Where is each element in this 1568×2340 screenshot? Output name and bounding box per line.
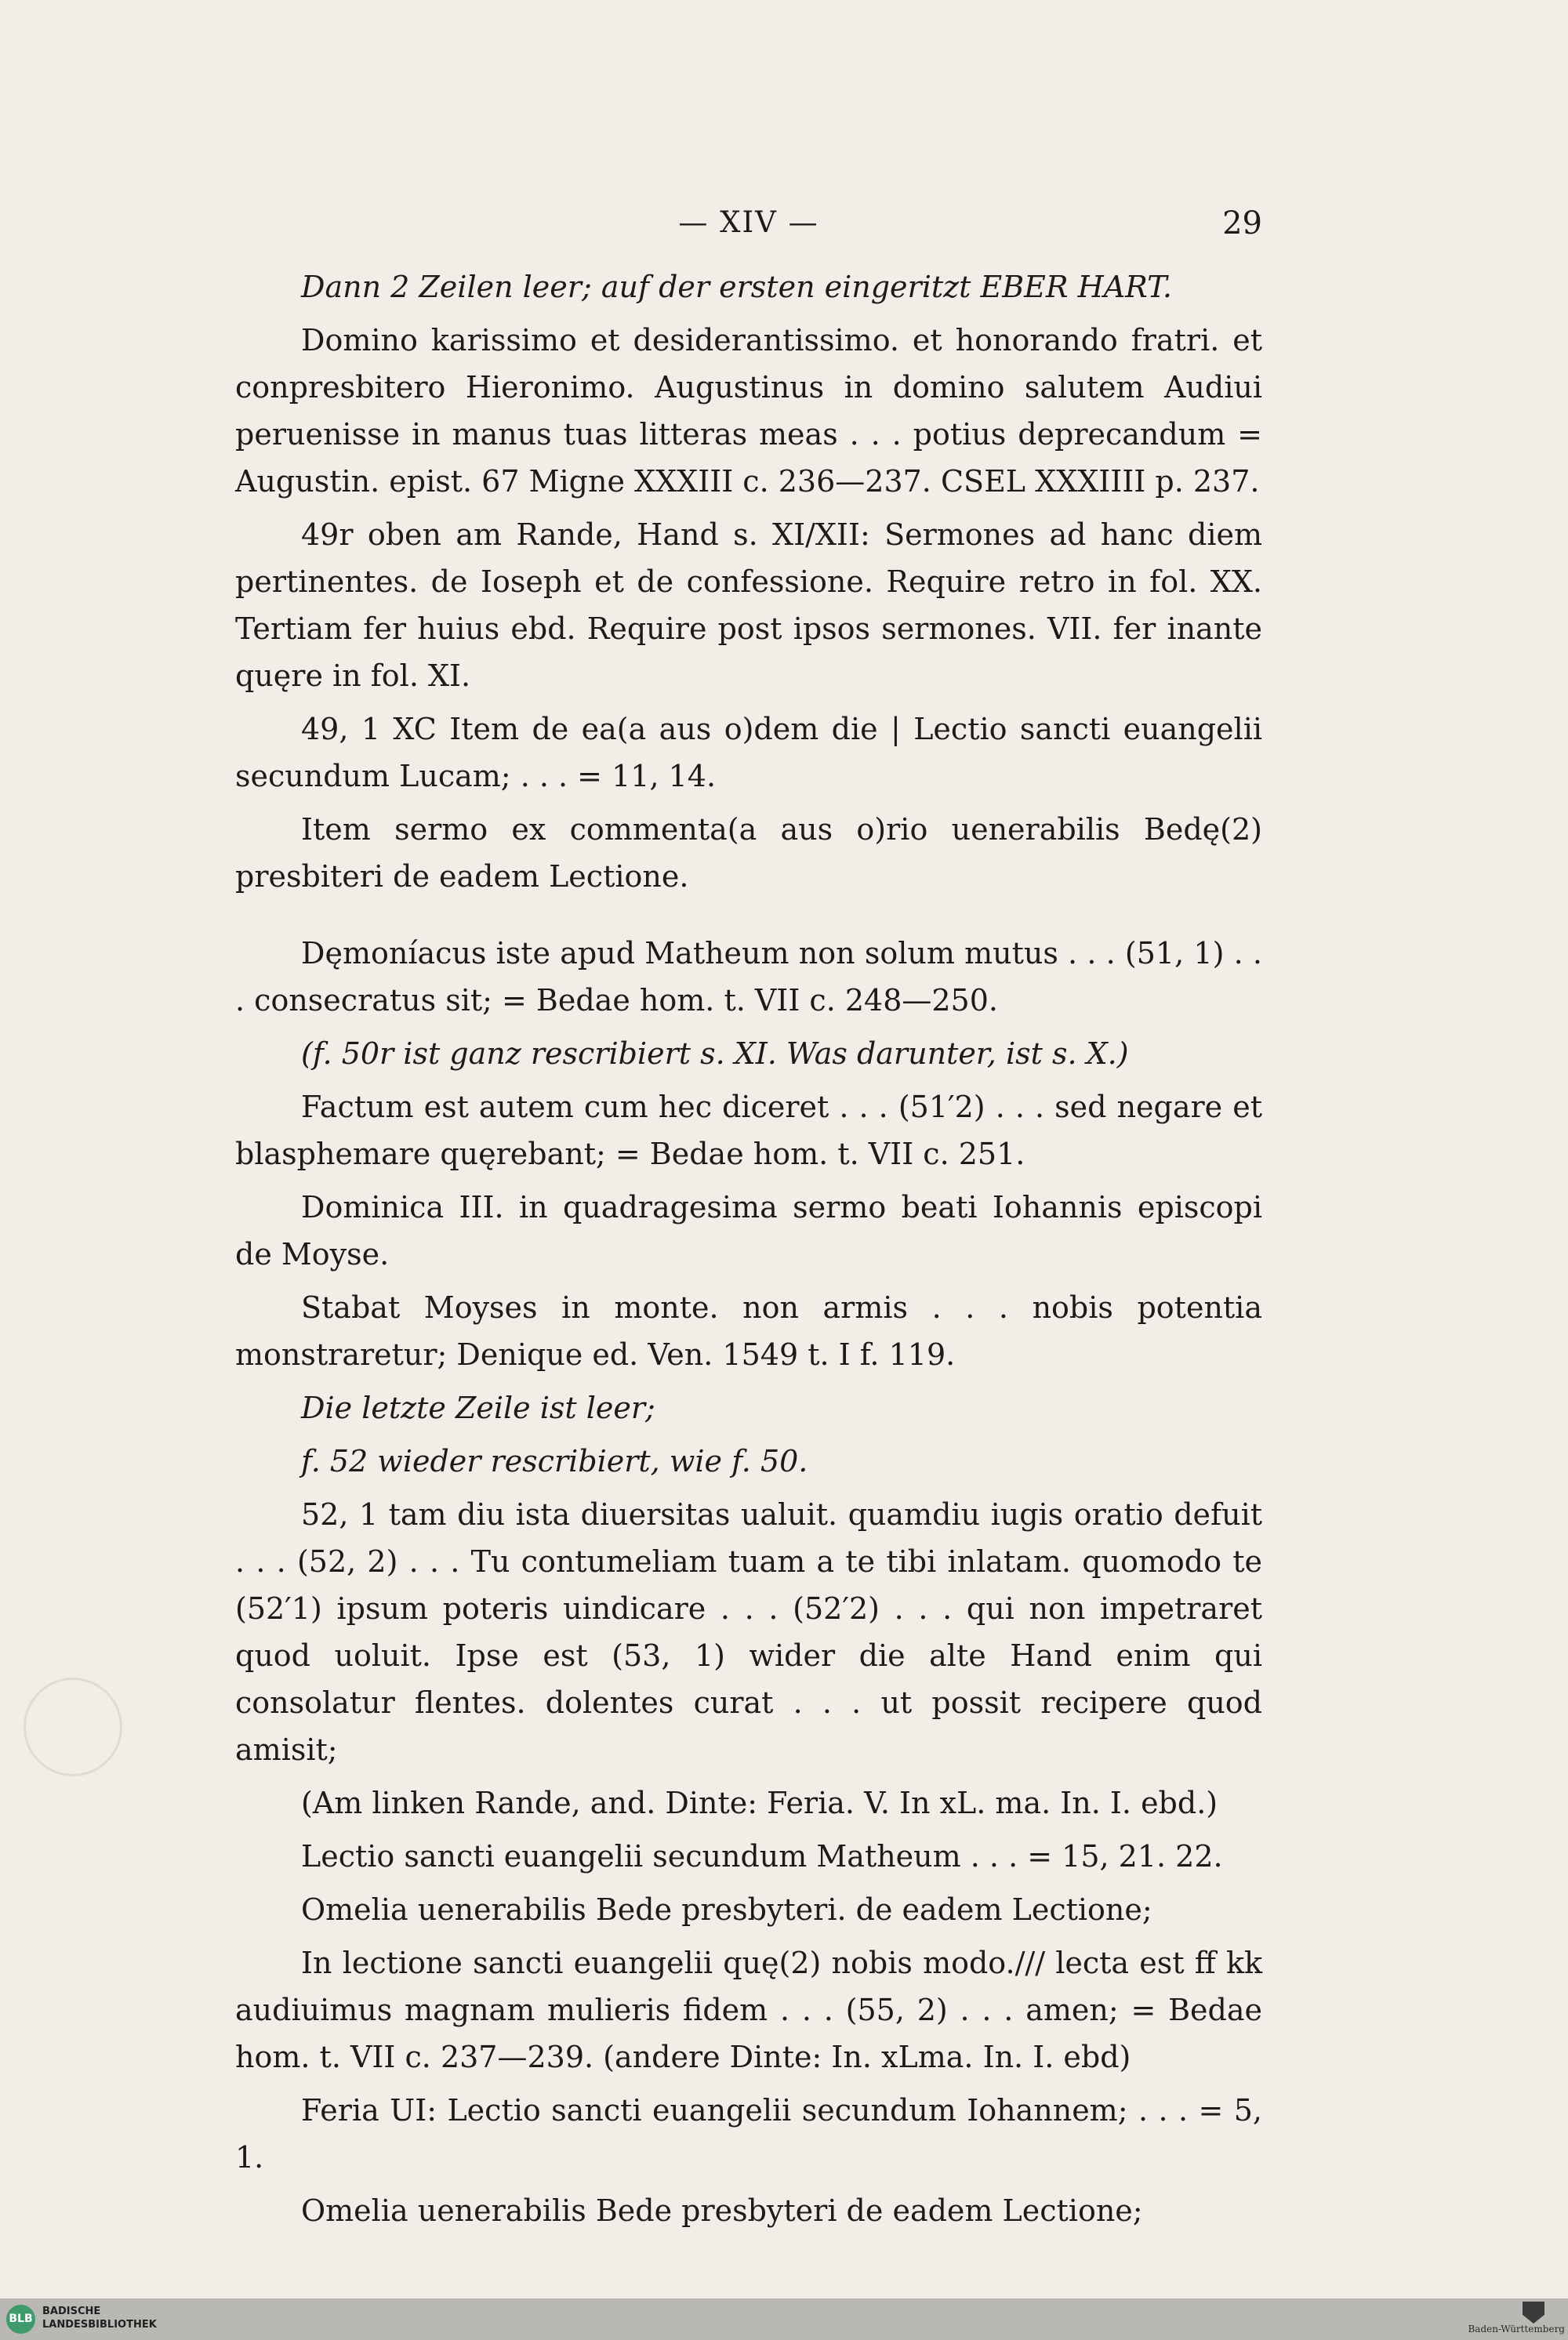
paragraph: Dominica III. in quadragesima sermo beati Iohannis episcopi de Moyse. <box>235 1190 1262 1272</box>
paragraph: Feria UI: Lectio sancti euangelii secundum Iohannem; . . . = 5, 1. <box>235 2093 1262 2175</box>
paragraph: Dęmoníacus iste apud Matheum non solum mutus . . . (51, 1) . . . consecratus sit; = Bedae hom. t. VII c. 248—250. <box>235 936 1262 1018</box>
footer-bar <box>0 2298 1568 2340</box>
paragraph: Omelia uenerabilis Bede presbyteri de eadem Lectione; <box>301 2193 1143 2228</box>
state-label: Baden-Württemberg <box>1468 2324 1565 2335</box>
paragraph: Factum est autem cum hec diceret . . . (51′2) . . . sed negare et blasphemare quęrebant; = Bedae hom. t. VII c. 251. <box>235 1090 1262 1171</box>
paragraph: Stabat Moyses in monte. non armis . . . nobis potentia monstraretur; Denique ed. Ven. 1549 t. I f. 119. <box>235 1290 1262 1372</box>
paragraph: Omelia uenerabilis Bede presbyteri. de eadem Lectione; <box>301 1892 1152 1927</box>
library-name <box>42 2305 157 2331</box>
paragraph: 52, 1 tam diu ista diuersitas ualuit. quamdiu iugis oratio defuit . . . (52, 2) . . . Tu contumeliam tuam a te tibi inlatam. quomodo te (52′1) ipsum poteris uindicare . . . (52′2) . . . qui non impetraret quod uoluit. Ipse est (53, 1) wider die alte Hand enim qui consolatur flentes. dolentes curat . . . ut possit recipere quod amisit; <box>235 1497 1262 1767</box>
library-stamp <box>24 1678 122 1776</box>
library-name-line: BADISCHE <box>42 2306 101 2317</box>
paragraph: Item sermo ex commenta(a aus o)rio uenerabilis Bedę(2) presbiteri de eadem Lectione. <box>235 812 1262 894</box>
page-header <box>235 205 1262 245</box>
blb-logo-icon: BLB <box>6 2305 35 2334</box>
paragraph: f. 52 wieder rescribiert, wie f. 50. <box>301 1444 808 1478</box>
paragraph: 49r oben am Rande, Hand s. XI/XII: Sermones ad hanc diem pertinentes. de Ioseph et de confessione. Require retro in fol. XX. Tertiam fer huius ebd. Require post ipsos sermones. VII. fer inante quęre in fol. XI. <box>235 517 1262 693</box>
paragraph: (f. 50r ist ganz rescribiert s. XI. Was darunter, ist s. X.) <box>301 1036 1129 1071</box>
paragraph: Die letzte Zeile ist leer; <box>301 1391 655 1425</box>
paragraph: In lectione sancti euangelii quę(2) nobis modo./// lecta est ff kk audiuimus magnam mulieris fidem . . . (55, 2) . . . amen; = Bedae hom. t. VII c. 237—239. (andere Dinte: In. xLma. In. I. ebd) <box>235 1946 1262 2074</box>
running-head: — XIV — <box>678 205 819 239</box>
paragraph: Lectio sancti euangelii secundum Matheum . . . = 15, 21. 22. <box>301 1839 1223 1874</box>
paragraph: Domino karissimo et desiderantissimo. et honorando fratri. et conpresbitero Hieronimo. Augustinus in domino salutem Audiui peruenisse in manus tuas litteras meas . . . potius deprecandum = Augustin. epist. 67 Migne XXXIII c. 236—237. CSEL XXXIIII p. 237. <box>235 323 1262 499</box>
paragraph: 49, 1 XC Item de ea(a aus o)dem die | Lectio sancti euangelii secundum Lucam; . . . = 11, 14. <box>235 712 1262 793</box>
library-name-line: LANDESBIBLIOTHEK <box>42 2319 157 2331</box>
paragraph: Dann 2 Zeilen leer; auf der ersten eingeritzt EBER HART. <box>301 270 1172 304</box>
coat-of-arms-icon <box>1523 2302 1544 2324</box>
paragraph: (Am linken Rande, and. Dinte: Feria. V. In xL. ma. In. I. ebd.) <box>301 1786 1218 1820</box>
body-text <box>235 263 1262 2240</box>
page-number: 29 <box>1222 205 1262 241</box>
